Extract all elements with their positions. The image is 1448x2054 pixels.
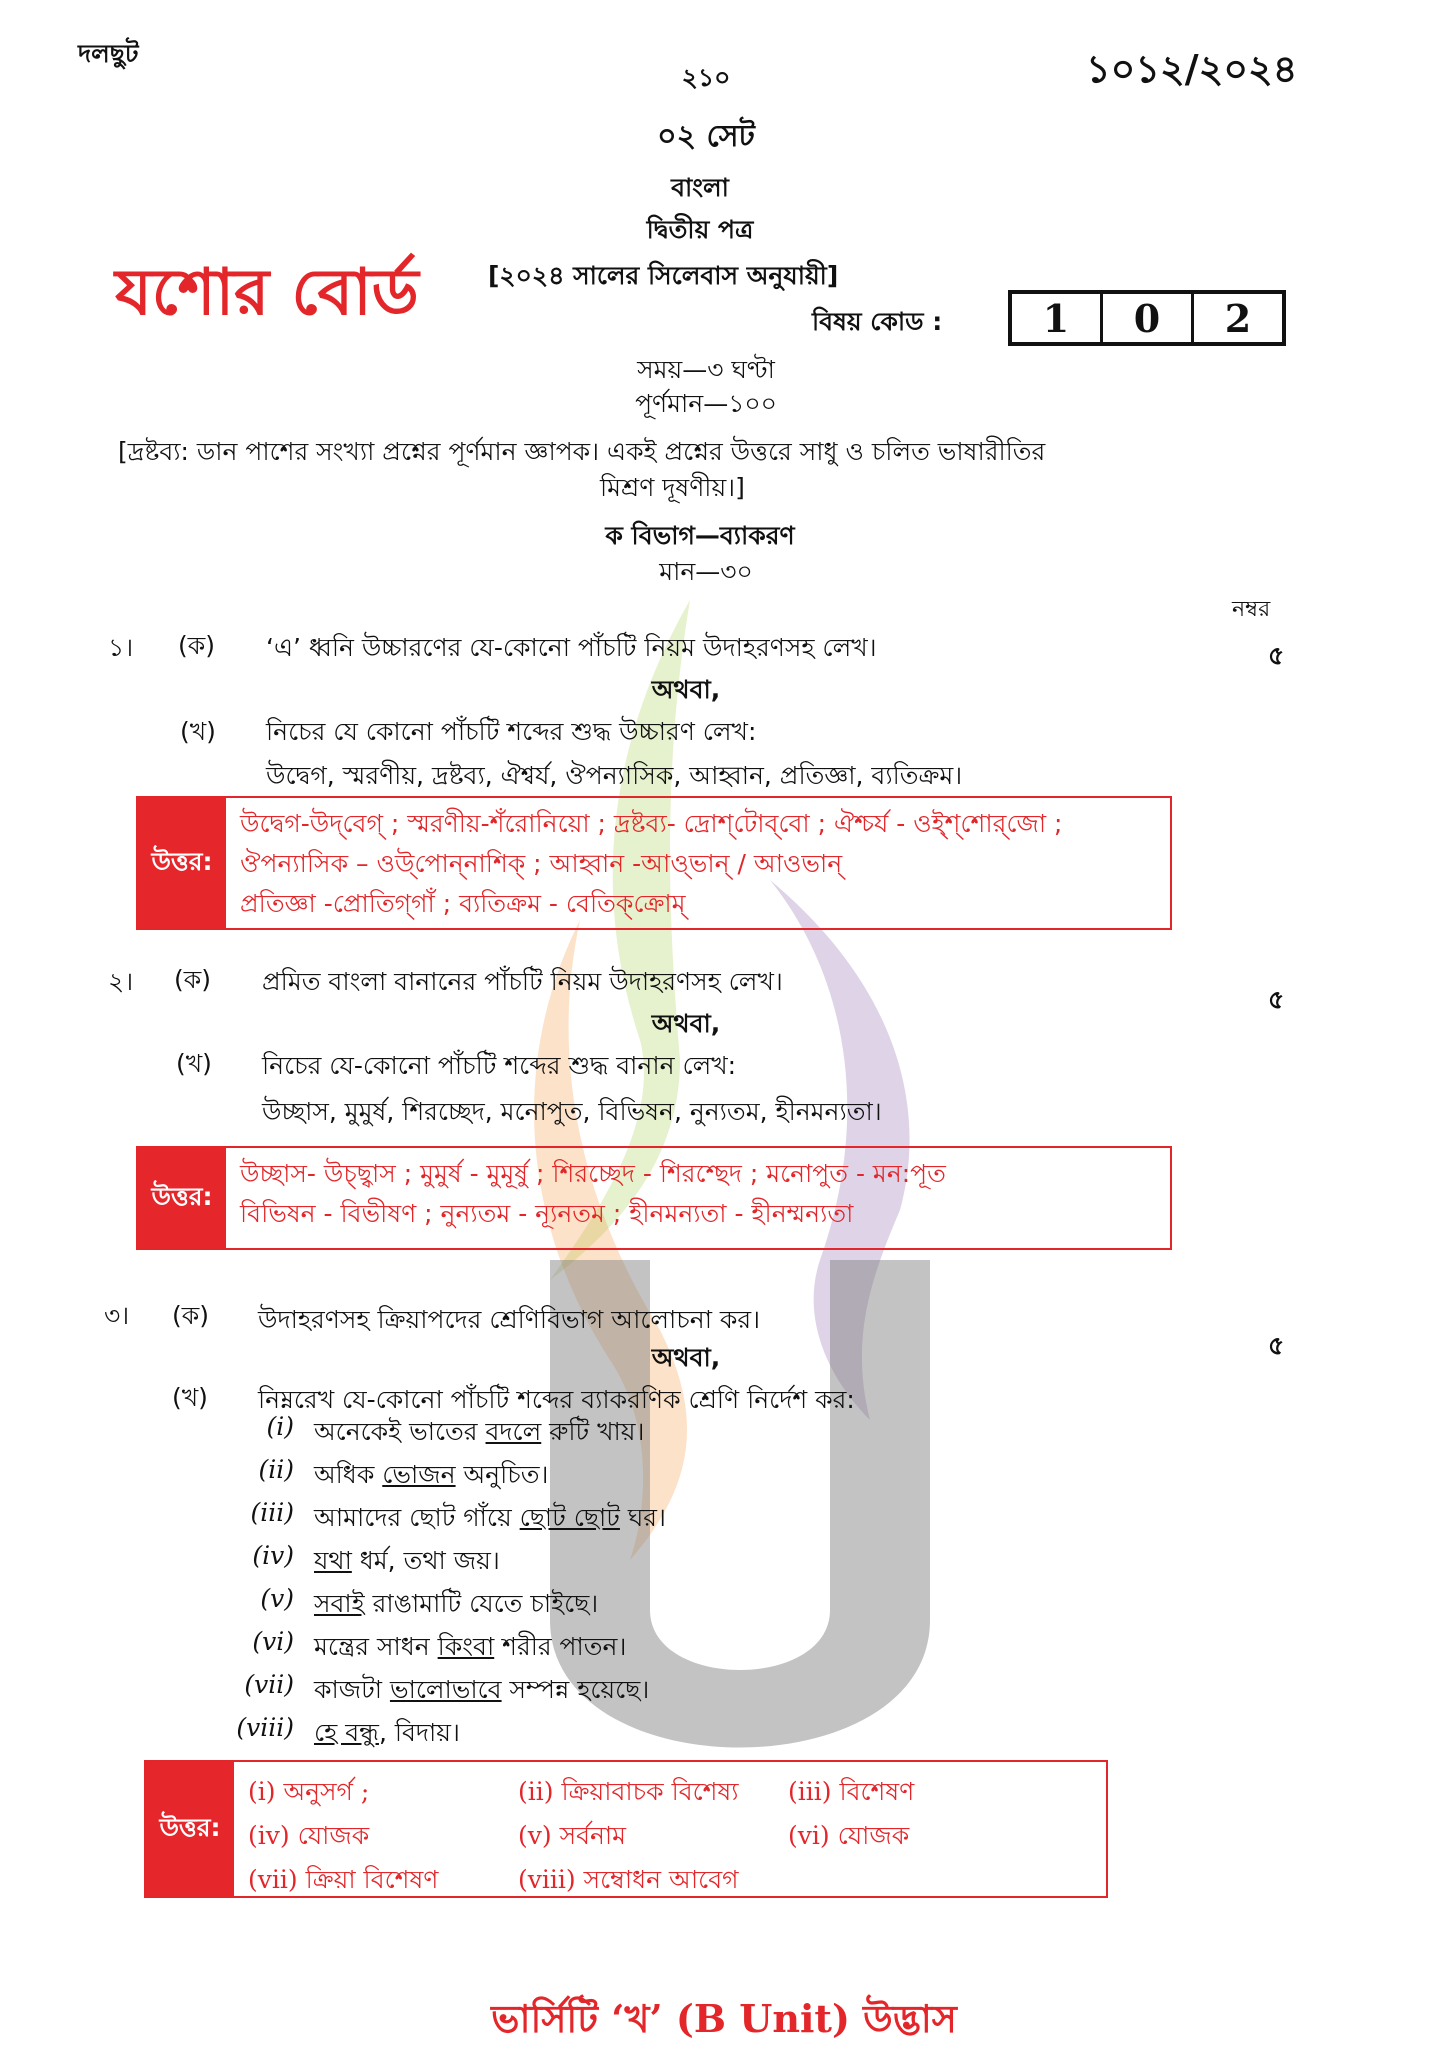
underlined-word: ছোট ছোট <box>519 1503 620 1532</box>
q2-marks: ৫ <box>1268 985 1285 1014</box>
q2-a-label: (ক) <box>174 965 211 994</box>
q3-answer: (iv) যোজক <box>248 1821 370 1850</box>
q3-b-label: (খ) <box>172 1383 208 1412</box>
q3-marks: ৫ <box>1268 1331 1285 1360</box>
q3-a-label: (ক) <box>172 1301 209 1330</box>
dolchut-label: দলছুট <box>78 39 139 68</box>
subject-code-digit: 1 <box>1012 294 1103 342</box>
answer-label: উত্তর: <box>138 798 226 928</box>
answer-label: উত্তর: <box>138 1148 226 1248</box>
q2-number: ২। <box>108 967 134 996</box>
sentence-fragment: অধিক <box>314 1460 383 1489</box>
q1-b-words: উদ্বেগ, স্মরণীয়, দ্রষ্টব্য, ঐশ্বর্য, ঔপন্যাসিক, আহ্বান, প্রতিজ্ঞা, ব্যতিক্রম। <box>266 761 963 790</box>
q2-b-words: উচ্ছাস, মুমুর্ষ, শিরচ্ছেদ, মনোপুত, বিভিষন, নুন্যতম, হীনমন্যতা। <box>262 1097 882 1126</box>
board-title: যশোর বোর্ড <box>115 256 419 330</box>
q3-item-sentence <box>314 1498 666 1541</box>
q2-answer-line: উচ্ছাস- উচ্ছ্বাস ; মুমুর্ষ - মুমূর্ষু ; শিরচ্ছেদ - শিরশ্ছেদ ; মনোপুত - মন:পূত <box>240 1159 946 1188</box>
footer-brand: ভার্সিটি ‘খ’ (B Unit) উদ্ভাস <box>491 1996 957 2041</box>
section-title: ক বিভাগ—ব্যাকরণ <box>605 521 795 550</box>
q3-item-sentence <box>314 1584 598 1627</box>
underlined-word: বদলে <box>485 1417 542 1446</box>
sentence-fragment: শরীর পাতন। <box>494 1632 627 1661</box>
q2-a-text: প্রমিত বাংলা বানানের পাঁচটি নিয়ম উদাহরণসহ লেখ। <box>262 967 783 996</box>
q3-b-text: নিম্নরেখ যে-কোনো পাঁচটি শব্দের ব্যাকরণিক শ্রেণি নির্দেশ কর: <box>258 1385 855 1414</box>
q3-number: ৩। <box>104 1301 130 1330</box>
q3-answer: (vii) ক্রিয়া বিশেষণ <box>248 1865 439 1894</box>
q1-a-label: (ক) <box>178 631 215 660</box>
q2-b-text: নিচের যে-কোনো পাঁচটি শব্দের শুদ্ধ বানান লেখ: <box>262 1051 737 1080</box>
q3-item-number: (i) <box>266 1412 294 1441</box>
q3-answer: (vi) যোজক <box>788 1821 910 1850</box>
subject: বাংলা <box>671 173 729 202</box>
note-line-1: [দ্রষ্টব্য: ডান পাশের সংখ্যা প্রশ্নের পূর্ণমান জ্ঞাপক। একই প্রশ্নের উত্তরে সাধু ও চলিত ভাষারীতির <box>118 437 1046 466</box>
q3-item-number: (v) <box>260 1584 294 1613</box>
q3-answer: (i) অনুসর্গ ; <box>248 1777 370 1806</box>
q3-item-sentence <box>314 1627 626 1670</box>
q3-item-sentence <box>314 1541 500 1584</box>
underlined-word: সবাই <box>314 1589 365 1618</box>
sentence-fragment: আমাদের ছোট গাঁয়ে <box>314 1503 520 1532</box>
sentence-fragment: ধর্ম, তথা জয়। <box>351 1546 500 1575</box>
sentence-fragment: কাজটা <box>314 1675 390 1704</box>
q3-or: অথবা, <box>651 1343 721 1372</box>
q3-answer-box <box>144 1760 1108 1898</box>
q1-answer-box <box>136 796 1172 930</box>
q3-item-number: (viii) <box>236 1713 294 1742</box>
paper: দ্বিতীয় পত্র <box>646 215 754 244</box>
q3-a-text: উদাহরণসহ ক্রিয়াপদের শ্রেণিবিভাগ আলোচনা কর। <box>258 1305 761 1334</box>
syllabus-note: [২০২৪ সালের সিলেবাস অনুযায়ী] <box>488 261 839 290</box>
q3-item-number: (vii) <box>244 1670 294 1699</box>
sentence-fragment: রুটি খায়। <box>541 1417 645 1446</box>
full-marks: পূর্ণমান—১০০ <box>635 389 777 418</box>
set-label: ০২ সেট <box>657 119 755 154</box>
q3-item-sentence <box>314 1670 649 1713</box>
q3-item-number: (iv) <box>252 1541 294 1570</box>
q1-number: ১। <box>108 633 134 662</box>
q3-item-number: (ii) <box>258 1455 294 1484</box>
q1-answer-line: ঔপন্যাসিক – ওউ্‌পোন্‌নাশিক্ ; আহ্বান -আও্‌ভান্ / আওভান্ <box>240 849 843 878</box>
subject-code-label: বিষয় কোড : <box>812 307 943 336</box>
subject-code-digit: 2 <box>1224 295 1252 341</box>
q3-item-sentence <box>314 1412 644 1455</box>
underlined-word: ভালোভাবে <box>389 1675 502 1704</box>
note-line-2: মিশ্রণ দূষণীয়।] <box>600 473 745 502</box>
q1-a-text: ‘এ’ ধ্বনি উচ্চারণের যে-কোনো পাঁচটি নিয়ম উদাহরণসহ লেখ। <box>266 633 877 662</box>
q3-answer <box>788 1860 988 1900</box>
answer-label: উত্তর: <box>146 1762 234 1896</box>
q1-answer-line: প্রতিজ্ঞা -প্রোতিগ্‌গাঁ ; ব্যতিক্রম - বেতিক্‌ক্রোম্ <box>240 889 686 918</box>
sentence-fragment: ঘর। <box>619 1503 667 1532</box>
q2-answer-line: বিভিষন - বিভীষণ ; নুন্যতম - ন্যূনতম ; হীনমন্যতা - হীনম্মন্যতা <box>240 1199 854 1228</box>
marks-column-header: নম্বর <box>1232 597 1271 622</box>
q2-b-label: (খ) <box>176 1049 212 1078</box>
q1-marks: ৫ <box>1268 641 1285 670</box>
section-marks: মান—৩০ <box>659 557 753 586</box>
sentence-fragment: অনেকেই ভাতের <box>314 1417 486 1446</box>
sentence-fragment: অনুচিত। <box>455 1460 549 1489</box>
date-handwritten: ১০১২/২০২৪ <box>1086 47 1298 91</box>
q3-item-sentence <box>314 1455 548 1498</box>
q3-answer: (ii) ক্রিয়াবাচক বিশেষ্য <box>518 1777 739 1806</box>
q1-or: অথবা, <box>651 675 721 704</box>
subject-code-digit: 0 <box>1103 294 1194 342</box>
q1-answer-line: উদ্বেগ-উদ্‌বেগ্ ; স্মরণীয়-শঁরোনিয়ো ; দ্রষ্টব্য- দ্রোশ্‌টোব্‌বো ; ঐশ্চর্য - ওই্‌শ্‌শোর্‌জো ; <box>240 809 1063 838</box>
q3-item-number: (iii) <box>250 1498 294 1527</box>
q2-or: অথবা, <box>651 1009 721 1038</box>
q1-b-label: (খ) <box>180 717 216 746</box>
underlined-word: ভোজন <box>382 1460 456 1489</box>
underlined-word: হে বন্ধু <box>314 1718 379 1747</box>
q3-answer: (iii) বিশেষণ <box>788 1777 915 1806</box>
sentence-fragment: রাঙামাটি যেতে চাইছে। <box>364 1589 599 1618</box>
sentence-fragment: মন্ত্রের সাধন <box>314 1632 438 1661</box>
q3-item-sentence <box>314 1713 460 1756</box>
q3-answer: (viii) সম্বোধন আবেগ <box>518 1865 739 1894</box>
q2-answer-box <box>136 1146 1172 1250</box>
q1-b-text: নিচের যে কোনো পাঁচটি শব্দের শুদ্ধ উচ্চারণ লেখ: <box>266 717 757 746</box>
underlined-word: কিংবা <box>437 1632 495 1661</box>
time: সময়—৩ ঘণ্টা <box>637 355 775 384</box>
sentence-fragment: সম্পন্ন হয়েছে। <box>501 1675 650 1704</box>
sentence-fragment: , বিদায়। <box>378 1718 460 1747</box>
q3-item-number: (vi) <box>252 1627 294 1656</box>
page-code: ২১০ <box>681 63 731 92</box>
q3-answer: (v) সর্বনাম <box>518 1821 627 1850</box>
underlined-word: যথা <box>314 1546 352 1575</box>
subject-code-box <box>1008 290 1286 346</box>
